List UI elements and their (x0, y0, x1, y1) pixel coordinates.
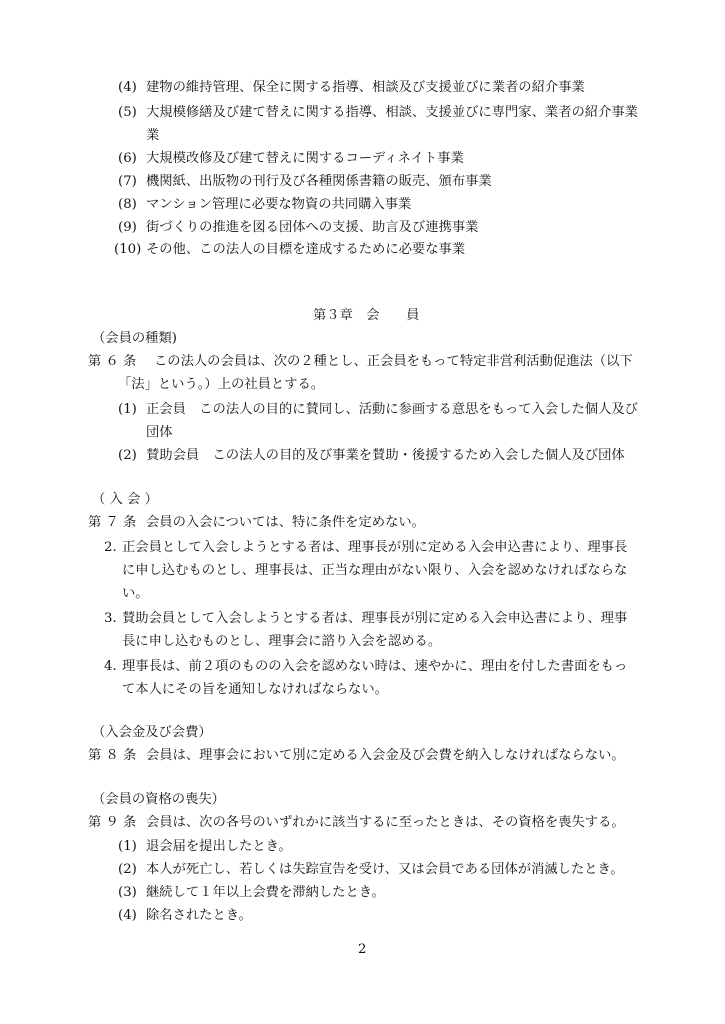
paragraph-num: 3. (104, 611, 117, 626)
paragraph-line: 長に申し込むものとし、理事会に諮り入会を認める。 (122, 634, 442, 649)
article-label: 第 ７ 条 (88, 515, 137, 530)
article-label: 第 ９ 条 (88, 815, 137, 830)
article-body: 会員は、理事会において別に定める入会金及び会費を納入しなければならない。 (146, 748, 625, 763)
list-num: (9) (118, 220, 137, 235)
paragraph-line: 正会員として入会しようとする者は、理事長が別に定める入会申込書により、理事長 (122, 540, 628, 555)
list-item: その他、この法人の目標を達成するために必要な事業 (146, 242, 466, 257)
list-num: (4) (118, 80, 137, 95)
list-num: (10) (114, 242, 142, 257)
list-item-continuation: 団体 (146, 425, 173, 440)
list-item: 機関紙、出版物の刊行及び各種関係書籍の販売、頒布事業 (146, 174, 492, 189)
paragraph-num: 4. (104, 659, 117, 674)
list-num: (3) (118, 885, 137, 900)
article-heading: （会員の種類) (92, 331, 177, 346)
article-body-continuation: 「法」という。）上の社員とする。 (118, 377, 325, 392)
article-label: 第 ８ 条 (88, 748, 137, 763)
paragraph-line: 理事長は、前２項のものの入会を認めない時は、速やかに、理由を付した書面をもっ (122, 659, 628, 674)
list-num: (2) (118, 448, 137, 463)
list-num: (7) (118, 174, 137, 189)
list-item: 建物の維持管理、保全に関する指導、相談及び支援並びに業者の紹介事業 (146, 80, 585, 95)
article-heading: （入会金及び会費） (92, 725, 212, 740)
paragraph-line: い。 (122, 586, 149, 601)
list-num: (1) (118, 402, 137, 417)
article-body: 会員の入会については、特に条件を定めない。 (146, 515, 425, 530)
paragraph-line: に申し込むものとし、理事長は、正当な理由がない限り、入会を認めなければならな (122, 563, 628, 578)
page-number: 2 (358, 942, 367, 957)
list-item: 除名されたとき。 (146, 908, 252, 923)
article-heading: （会員の資格の喪失） (92, 792, 225, 807)
paragraph-num: 2. (104, 540, 117, 555)
list-num: (5) (118, 105, 137, 120)
list-item: 正会員 この法人の目的に賛同し、活動に参画する意思をもって入会した個人及び (146, 402, 638, 417)
list-num: (2) (118, 862, 137, 877)
paragraph-line: て本人にその旨を通知しなければならない。 (122, 682, 388, 697)
list-item: マンション管理に必要な物資の共同購入事業 (146, 197, 412, 212)
list-num: (4) (118, 908, 137, 923)
list-item: 賛助会員 この法人の目的及び事業を賛助・後援するため入会した個人及び団体 (146, 448, 625, 463)
list-item: 街づくりの推進を図る団体への支援、助言及び連携事業 (146, 220, 479, 235)
list-item: 大規模改修及び建て替えに関するコーディネイト事業 (146, 151, 464, 166)
article-label: 第 ６ 条 (88, 354, 137, 369)
article-body: この法人の会員は、次の２種とし、正会員をもって特定非営利活動促進法（以下 (154, 354, 633, 369)
paragraph-line: 賛助会員として入会しようとする者は、理事長が別に定める入会申込書により、理事 (122, 611, 628, 626)
list-item: 本人が死亡し、若しくは失踪宣告を受け、又は会員である団体が消滅したとき。 (146, 862, 624, 877)
article-heading: （ 入 会 ） (92, 492, 158, 507)
list-item: 大規模修繕及び建て替えに関する指導、相談、支援並びに専門家、業者の紹介事業 (146, 105, 638, 120)
list-num: (8) (118, 197, 137, 212)
list-num: (6) (118, 151, 137, 166)
list-item: 継続して１年以上会費を滞納したとき。 (146, 885, 385, 900)
list-item-continuation: 業 (146, 128, 160, 143)
article-body: 会員は、次の各号のいずれかに該当するに至ったときは、その資格を喪失する。 (146, 815, 625, 830)
list-num: (1) (118, 839, 137, 854)
list-item: 退会届を提出したとき。 (146, 839, 292, 854)
chapter-title: 第３章 会 員 (313, 308, 420, 323)
